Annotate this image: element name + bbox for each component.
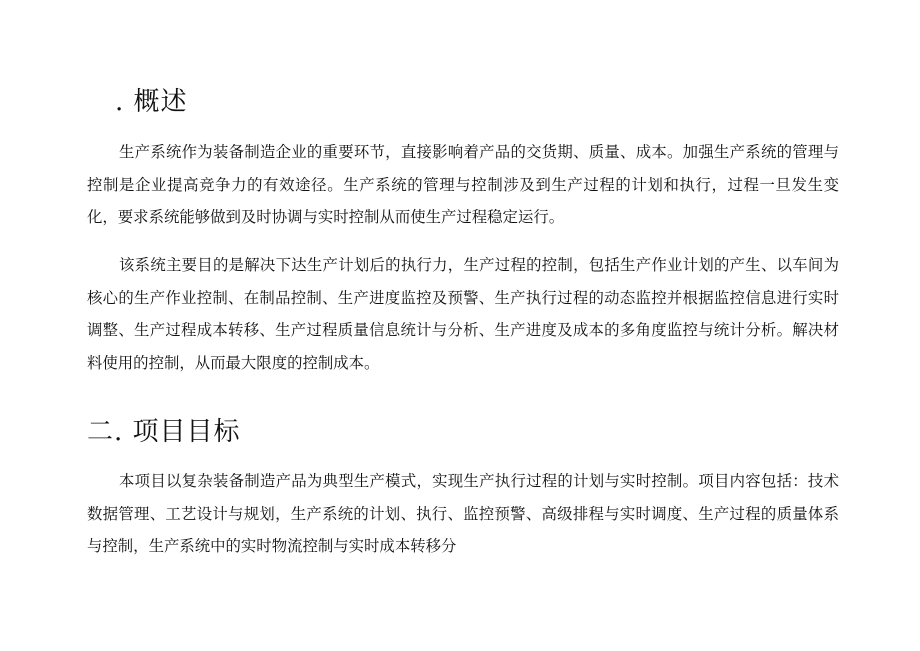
- project-goals-paragraph-1: 本项目以复杂装备制造产品为典型生产模式，实现生产执行过程的计划与实时控制。项目内容包括：技术数据管理、工艺设计与规划，生产系统的计划、执行、监控预警、高级排程与实时调度、生产过程的质量体系与控制，生产系统中的实时物流控制与实时成本转移分: [87, 472, 839, 555]
- overview-paragraph-1: 生产系统作为装备制造企业的重要环节，直接影响着产品的交货期、质量、成本。加强生产系统的管理与控制是企业提高竞争力的有效途径。生产系统的管理与控制涉及到生产过程的计划和执行，过程一旦发生变化，要求系统能够做到及时协调与实时控制从而使生产过程稳定运行。: [87, 143, 839, 226]
- section-heading-project-goals: 二. 项目目标: [87, 417, 241, 447]
- section-heading-overview: . 概述: [115, 87, 188, 117]
- overview-paragraph-2: 该系统主要目的是解决下达生产计划后的执行力，生产过程的控制，包括生产作业计划的产生、以车间为核心的生产作业控制、在制品控制、生产进度监控及预警、生产执行过程的动态监控并根据监控信息进行实时调整、生产过程成本转移、生产过程质量信息统计与分析、生产进度及成本的多角度监控与统计分析。解决材料使用的控制，从而最大限度的控制成本。: [87, 256, 839, 372]
